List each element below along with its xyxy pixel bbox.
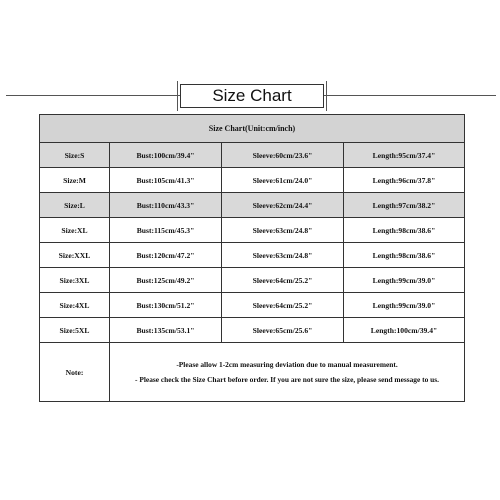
table-header-row: [40, 115, 465, 143]
sleeve-cell: Sleeve:64cm/25.2": [222, 268, 344, 293]
sleeve-cell: Sleeve:65cm/25.6": [222, 318, 344, 343]
sleeve-cell: Sleeve:61cm/24.0": [222, 168, 344, 193]
size-cell: Size:M: [40, 168, 110, 193]
table-row: [40, 193, 465, 218]
size-cell: Size:5XL: [40, 318, 110, 343]
note-row: [40, 343, 465, 402]
title-rule-right: [324, 95, 496, 96]
bust-cell: Bust:130cm/51.2": [110, 293, 222, 318]
table-row: [40, 318, 465, 343]
length-cell: Length:96cm/37.8": [344, 168, 465, 193]
table-row: [40, 168, 465, 193]
sleeve-cell: Sleeve:63cm/24.8": [222, 218, 344, 243]
length-cell: Length:95cm/37.4": [344, 143, 465, 168]
size-cell: Size:4XL: [40, 293, 110, 318]
bust-cell: Bust:105cm/41.3": [110, 168, 222, 193]
bust-cell: Bust:125cm/49.2": [110, 268, 222, 293]
size-cell: Size:XXL: [40, 243, 110, 268]
length-cell: Length:98cm/38.6": [344, 218, 465, 243]
length-cell: Length:97cm/38.2": [344, 193, 465, 218]
sleeve-cell: Sleeve:63cm/24.8": [222, 243, 344, 268]
length-cell: Length:100cm/39.4": [344, 318, 465, 343]
size-cell: Size:XL: [40, 218, 110, 243]
size-cell: Size:S: [40, 143, 110, 168]
title-rule-left: [6, 95, 180, 96]
table-header: Size Chart(Unit:cm/inch): [40, 115, 465, 143]
size-chart-body: [40, 115, 465, 402]
note-label: Note:: [40, 343, 110, 402]
sleeve-cell: Sleeve:62cm/24.4": [222, 193, 344, 218]
table-row: [40, 293, 465, 318]
note-line-1: -Please allow 1-2cm measuring deviation due to manual measurement.: [176, 360, 398, 369]
table-row: [40, 243, 465, 268]
length-cell: Length:99cm/39.0": [344, 293, 465, 318]
bust-cell: Bust:115cm/45.3": [110, 218, 222, 243]
size-cell: Size:L: [40, 193, 110, 218]
length-cell: Length:99cm/39.0": [344, 268, 465, 293]
bust-cell: Bust:110cm/43.3": [110, 193, 222, 218]
length-cell: Length:98cm/38.6": [344, 243, 465, 268]
table-row: [40, 218, 465, 243]
bust-cell: Bust:135cm/53.1": [110, 318, 222, 343]
note-line-2: - Please check the Size Chart before order. If you are not sure the size, please send message to us.: [135, 375, 439, 384]
sleeve-cell: Sleeve:64cm/25.2": [222, 293, 344, 318]
table-row: [40, 268, 465, 293]
size-cell: Size:3XL: [40, 268, 110, 293]
sleeve-cell: Sleeve:60cm/23.6": [222, 143, 344, 168]
table-row: [40, 143, 465, 168]
page-title: Size Chart: [180, 84, 324, 108]
note-text: [110, 343, 465, 402]
bust-cell: Bust:120cm/47.2": [110, 243, 222, 268]
bust-cell: Bust:100cm/39.4": [110, 143, 222, 168]
size-chart-table: [39, 114, 465, 402]
